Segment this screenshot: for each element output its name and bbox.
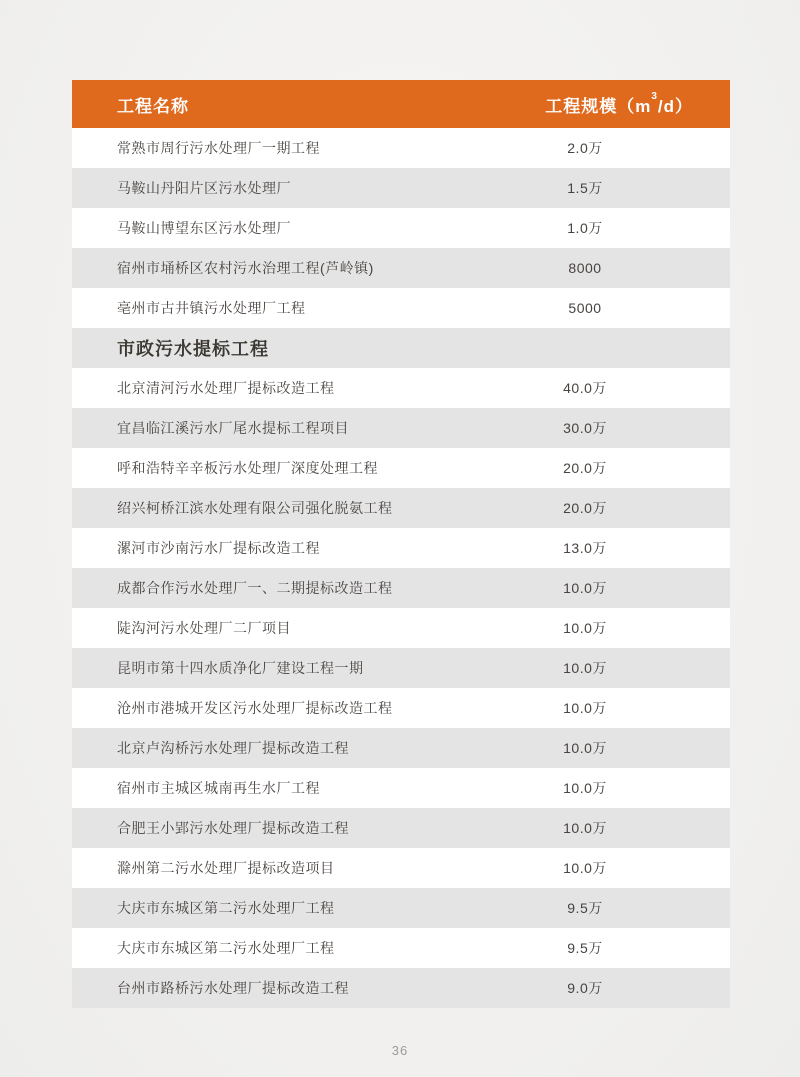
table-row bbox=[72, 928, 730, 968]
project-name: 大庆市东城区第二污水处理厂工程 bbox=[117, 900, 335, 916]
project-name: 大庆市东城区第二污水处理厂工程 bbox=[117, 940, 335, 956]
project-scale: 30.0万 bbox=[563, 420, 607, 436]
table-row bbox=[72, 288, 730, 328]
project-name: 合肥王小郢污水处理厂提标改造工程 bbox=[117, 820, 349, 836]
project-scale: 5000 bbox=[568, 300, 602, 316]
table-body bbox=[72, 128, 730, 1008]
project-name: 成都合作污水处理厂一、二期提标改造工程 bbox=[117, 580, 393, 596]
table-row bbox=[72, 888, 730, 928]
project-name: 常熟市周行污水处理厂一期工程 bbox=[117, 140, 320, 156]
project-scale: 9.5万 bbox=[567, 900, 603, 916]
project-scale: 8000 bbox=[568, 260, 602, 276]
project-name: 绍兴柯桥江滨水处理有限公司强化脱氨工程 bbox=[117, 500, 393, 516]
project-name: 北京清河污水处理厂提标改造工程 bbox=[117, 380, 335, 396]
table-row bbox=[72, 968, 730, 1008]
project-scale: 10.0万 bbox=[563, 620, 607, 636]
project-scale: 10.0万 bbox=[563, 740, 607, 756]
project-scale: 1.5万 bbox=[567, 180, 603, 196]
section-header-row bbox=[72, 328, 730, 368]
table-row bbox=[72, 768, 730, 808]
project-scale: 9.0万 bbox=[567, 980, 603, 996]
project-scale: 10.0万 bbox=[563, 860, 607, 876]
table-row bbox=[72, 528, 730, 568]
project-name: 北京卢沟桥污水处理厂提标改造工程 bbox=[117, 740, 349, 756]
table-row bbox=[72, 728, 730, 768]
table-row bbox=[72, 208, 730, 248]
project-scale: 10.0万 bbox=[563, 820, 607, 836]
project-name: 宿州市主城区城南再生水厂工程 bbox=[117, 780, 320, 796]
project-scale: 9.5万 bbox=[567, 940, 603, 956]
table-row bbox=[72, 608, 730, 648]
table-row bbox=[72, 688, 730, 728]
project-name: 呼和浩特辛辛板污水处理厂深度处理工程 bbox=[117, 460, 378, 476]
table-header-row bbox=[72, 80, 730, 128]
table-row bbox=[72, 848, 730, 888]
projects-table bbox=[72, 80, 730, 1008]
table-row bbox=[72, 128, 730, 168]
column-header-project-name: 工程名称 bbox=[117, 96, 189, 116]
table-row bbox=[72, 408, 730, 448]
project-name: 马鞍山丹阳片区污水处理厂 bbox=[117, 180, 291, 196]
project-scale: 10.0万 bbox=[563, 700, 607, 716]
table-row bbox=[72, 248, 730, 288]
project-name: 宜昌临江溪污水厂尾水提标工程项目 bbox=[117, 420, 349, 436]
table-row bbox=[72, 368, 730, 408]
page-number: 36 bbox=[391, 1043, 409, 1058]
project-name: 宿州市埇桥区农村污水治理工程(芦岭镇) bbox=[117, 260, 374, 276]
project-scale: 20.0万 bbox=[563, 460, 607, 476]
table-row bbox=[72, 168, 730, 208]
project-scale: 10.0万 bbox=[563, 780, 607, 796]
project-scale: 10.0万 bbox=[563, 660, 607, 676]
scale-unit-suffix: /d） bbox=[657, 96, 693, 116]
column-header-project-scale bbox=[440, 92, 730, 117]
project-scale: 10.0万 bbox=[563, 580, 607, 596]
project-scale: 13.0万 bbox=[563, 540, 607, 556]
project-name: 昆明市第十四水质净化厂建设工程一期 bbox=[117, 660, 364, 676]
scale-unit-prefix: 工程规模（m bbox=[545, 96, 652, 116]
project-scale: 2.0万 bbox=[567, 140, 603, 156]
project-name: 台州市路桥污水处理厂提标改造工程 bbox=[117, 980, 349, 996]
project-name: 亳州市古井镇污水处理厂工程 bbox=[117, 300, 306, 316]
scale-unit-superscript: 3 bbox=[651, 90, 658, 102]
project-scale: 20.0万 bbox=[563, 500, 607, 516]
table-row bbox=[72, 568, 730, 608]
project-name: 马鞍山博望东区污水处理厂 bbox=[117, 220, 291, 236]
project-name: 滁州第二污水处理厂提标改造项目 bbox=[117, 860, 335, 876]
table-row bbox=[72, 488, 730, 528]
table-row bbox=[72, 648, 730, 688]
project-name: 沧州市港城开发区污水处理厂提标改造工程 bbox=[117, 700, 393, 716]
project-scale: 1.0万 bbox=[567, 220, 603, 236]
project-scale: 40.0万 bbox=[563, 380, 607, 396]
project-name: 陡沟河污水处理厂二厂项目 bbox=[117, 620, 291, 636]
table-row bbox=[72, 448, 730, 488]
project-name: 市政污水提标工程 bbox=[117, 339, 269, 359]
project-name: 漯河市沙南污水厂提标改造工程 bbox=[117, 540, 320, 556]
table-row bbox=[72, 808, 730, 848]
